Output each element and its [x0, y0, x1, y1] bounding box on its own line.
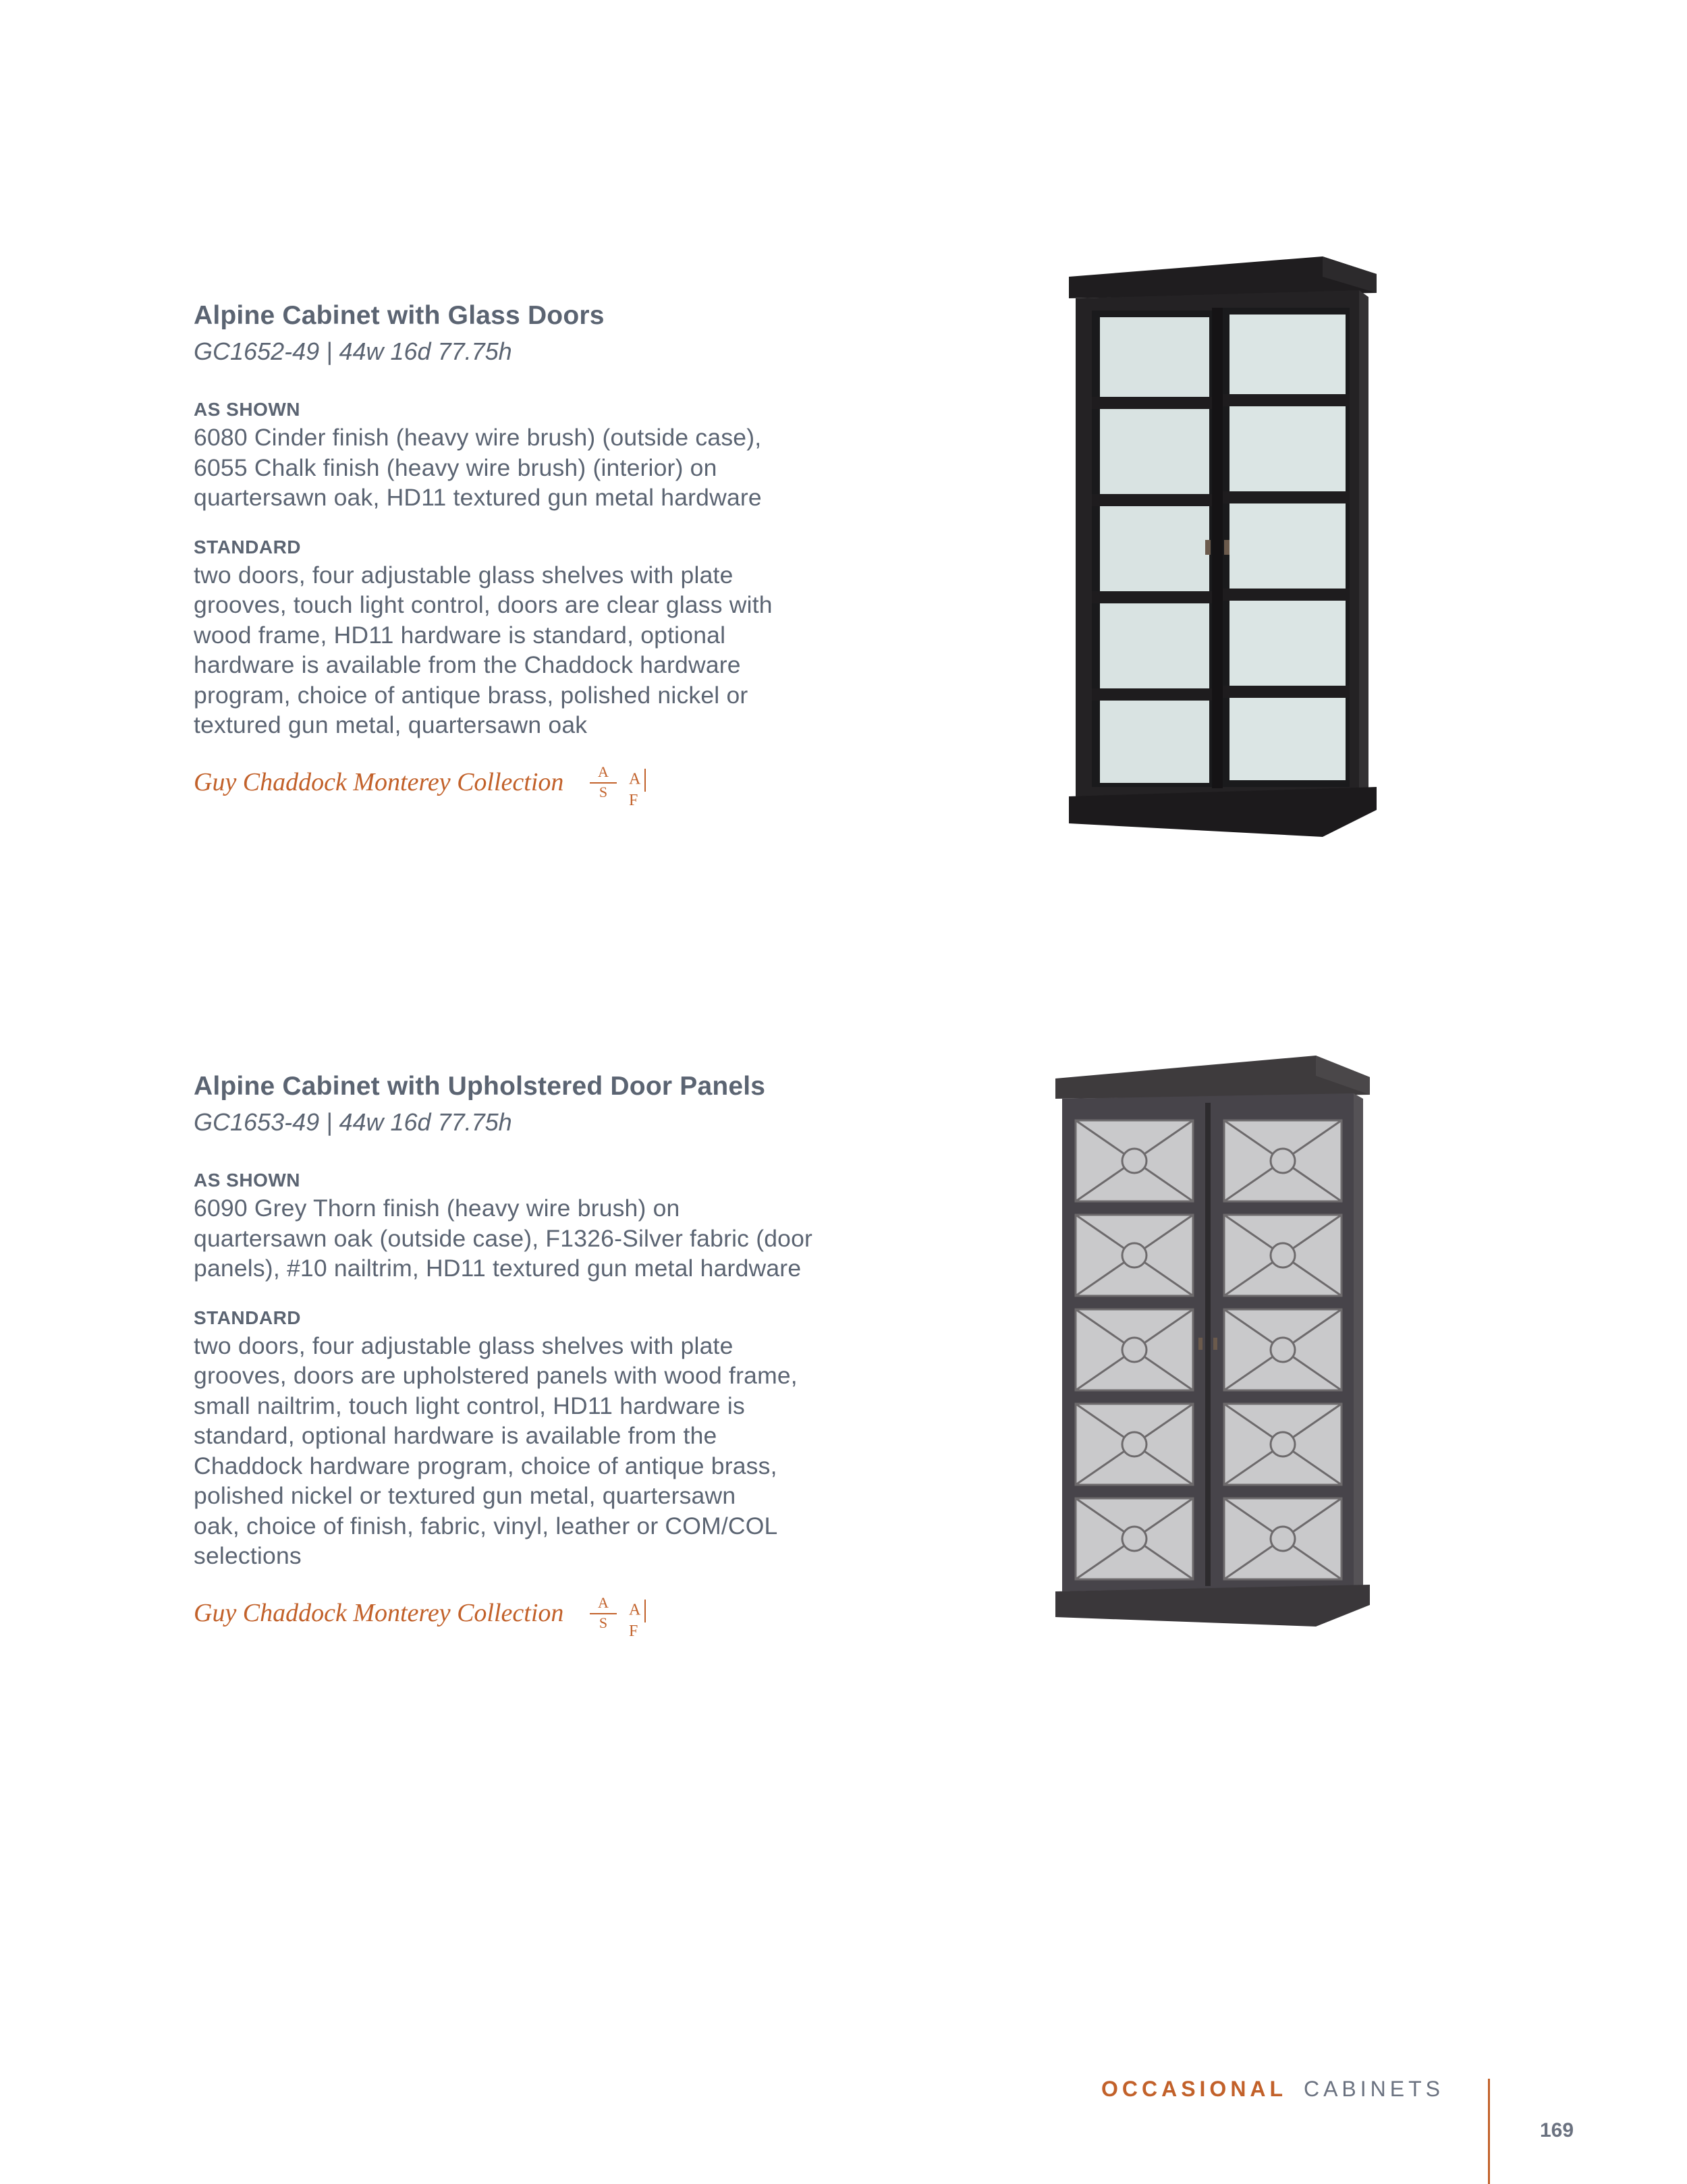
glass-cabinet-image: [1059, 250, 1383, 844]
collection-line: [194, 762, 902, 809]
as-shown-label: AS SHOWN: [194, 399, 300, 420]
product-upholstered-doors: [194, 1068, 902, 1640]
product-title: Alpine Cabinet with Upholstered Door Panels: [194, 1072, 766, 1101]
collection-mark-icon: A S AF: [588, 762, 656, 802]
page-number: 169: [1540, 2119, 1574, 2141]
product-sku: GC1652-49 | 44w 16d 77.75h: [194, 337, 512, 365]
product-title: Alpine Cabinet with Glass Doors: [194, 301, 605, 330]
section-category-secondary: CABINETS: [1303, 2077, 1444, 2101]
standard-text: two doors, four adjustable glass shelves with plate grooves, doors are upholstered panels with wood frame, small nailtrim, touch light control, HD11 hardware is standard, optional hardware is available from the Chaddock hardware program, choice of antique brass, polished nickel or textured gun metal, quartersawn oak, choice of finish, fabric, vinyl, leather or COM/COL selections: [194, 1332, 798, 1569]
standard-label: STANDARD: [194, 536, 302, 557]
as-shown-text: 6090 Grey Thorn finish (heavy wire brush) on quartersawn oak (outside case), F1326-Silver fabric (door panels), #10 nailtrim, HD11 textured gun metal hardware: [194, 1195, 813, 1282]
upholstered-cabinet-image: [1046, 1046, 1377, 1654]
product-glass-doors: [194, 297, 902, 809]
standard-label: STANDARD: [194, 1307, 302, 1328]
collection-name: Guy Chaddock Monterey Collection: [194, 767, 564, 796]
footer-divider: [1488, 2079, 1490, 2184]
section-category-primary: OCCASIONAL: [1101, 2077, 1288, 2101]
collection-name: Guy Chaddock Monterey Collection: [194, 1598, 564, 1627]
standard-text: two doors, four adjustable glass shelves with plate grooves, touch light control, doors are clear glass with wood frame, HD11 hardware is standard, optional hardware is available from the Chaddock hardware program, choice of antique brass, polished nickel or textured gun metal, quartersawn oak: [194, 561, 773, 738]
section-label: [1101, 2072, 1444, 2106]
collection-mark-icon: A S AF: [588, 1593, 656, 1633]
as-shown-label: AS SHOWN: [194, 1170, 300, 1191]
collection-line: [194, 1593, 902, 1640]
as-shown-text: 6080 Cinder finish (heavy wire brush) (outside case), 6055 Chalk finish (heavy wire brush) (interior) on quartersawn oak, HD11 textured gun metal hardware: [194, 424, 762, 511]
product-sku: GC1653-49 | 44w 16d 77.75h: [194, 1108, 512, 1136]
